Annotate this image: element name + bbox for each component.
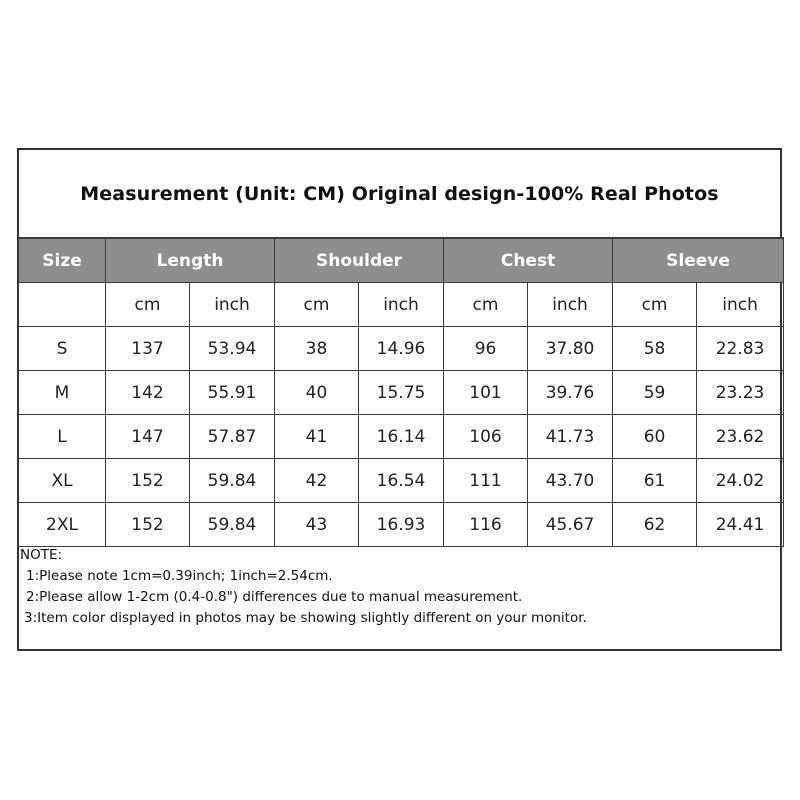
cell-chest-cm: 101	[444, 371, 528, 415]
cell-sleeve-cm: 59	[613, 371, 697, 415]
note-line-1: 1:Please note 1cm=0.39inch; 1inch=2.54cm.	[26, 568, 333, 584]
table-row	[19, 503, 784, 547]
cell-shoulder-cm: 42	[275, 459, 359, 503]
cell-size: 2XL	[19, 503, 106, 547]
cell-sleeve-in: 23.62	[697, 415, 784, 459]
unit-sleeve-inch: inch	[697, 283, 784, 327]
cell-length-in: 55.91	[190, 371, 275, 415]
unit-length-cm: cm	[106, 283, 190, 327]
cell-shoulder-in: 16.93	[359, 503, 444, 547]
unit-chest-inch: inch	[528, 283, 613, 327]
cell-length-in: 57.87	[190, 415, 275, 459]
cell-sleeve-in: 24.41	[697, 503, 784, 547]
cell-chest-in: 41.73	[528, 415, 613, 459]
cell-shoulder-cm: 43	[275, 503, 359, 547]
cell-sleeve-in: 22.83	[697, 327, 784, 371]
cell-shoulder-cm: 40	[275, 371, 359, 415]
cell-length-in: 59.84	[190, 459, 275, 503]
cell-shoulder-cm: 41	[275, 415, 359, 459]
unit-length-inch: inch	[190, 283, 275, 327]
cell-shoulder-in: 14.96	[359, 327, 444, 371]
cell-sleeve-cm: 60	[613, 415, 697, 459]
table-row	[19, 327, 784, 371]
cell-length-in: 53.94	[190, 327, 275, 371]
notes-section	[19, 545, 780, 629]
header-size: Size	[19, 238, 106, 283]
measurement-table	[18, 237, 784, 547]
cell-sleeve-cm: 58	[613, 327, 697, 371]
cell-shoulder-in: 16.14	[359, 415, 444, 459]
cell-length-cm: 152	[106, 503, 190, 547]
cell-chest-cm: 106	[444, 415, 528, 459]
chart-title: Measurement (Unit: CM) Original design-100% Real Photos	[80, 182, 719, 205]
cell-chest-in: 39.76	[528, 371, 613, 415]
unit-sleeve-cm: cm	[613, 283, 697, 327]
cell-length-in: 59.84	[190, 503, 275, 547]
note-line-2: 2:Please allow 1-2cm (0.4-0.8") differences due to manual measurement.	[26, 589, 523, 605]
unit-chest-cm: cm	[444, 283, 528, 327]
cell-sleeve-cm: 61	[613, 459, 697, 503]
cell-size: M	[19, 371, 106, 415]
cell-size: S	[19, 327, 106, 371]
cell-sleeve-cm: 62	[613, 503, 697, 547]
cell-length-cm: 152	[106, 459, 190, 503]
cell-size: L	[19, 415, 106, 459]
cell-chest-cm: 96	[444, 327, 528, 371]
cell-length-cm: 142	[106, 371, 190, 415]
header-chest: Chest	[444, 238, 613, 283]
unit-row	[19, 283, 784, 327]
unit-size-blank	[19, 283, 106, 327]
cell-sleeve-in: 24.02	[697, 459, 784, 503]
unit-shoulder-cm: cm	[275, 283, 359, 327]
notes-heading: NOTE:	[20, 547, 63, 563]
cell-shoulder-in: 16.54	[359, 459, 444, 503]
table-row	[19, 371, 784, 415]
cell-chest-in: 45.67	[528, 503, 613, 547]
cell-size: XL	[19, 459, 106, 503]
size-chart	[17, 148, 782, 651]
unit-shoulder-inch: inch	[359, 283, 444, 327]
cell-chest-in: 37.80	[528, 327, 613, 371]
cell-sleeve-in: 23.23	[697, 371, 784, 415]
table-row	[19, 415, 784, 459]
header-length: Length	[106, 238, 275, 283]
header-row	[19, 238, 784, 283]
cell-chest-cm: 116	[444, 503, 528, 547]
header-shoulder: Shoulder	[275, 238, 444, 283]
note-line-3: 3:Item color displayed in photos may be showing slightly different on your monitor.	[24, 610, 587, 626]
cell-length-cm: 147	[106, 415, 190, 459]
cell-shoulder-cm: 38	[275, 327, 359, 371]
cell-shoulder-in: 15.75	[359, 371, 444, 415]
table-row	[19, 459, 784, 503]
cell-chest-cm: 111	[444, 459, 528, 503]
cell-chest-in: 43.70	[528, 459, 613, 503]
header-sleeve: Sleeve	[613, 238, 784, 283]
cell-length-cm: 137	[106, 327, 190, 371]
